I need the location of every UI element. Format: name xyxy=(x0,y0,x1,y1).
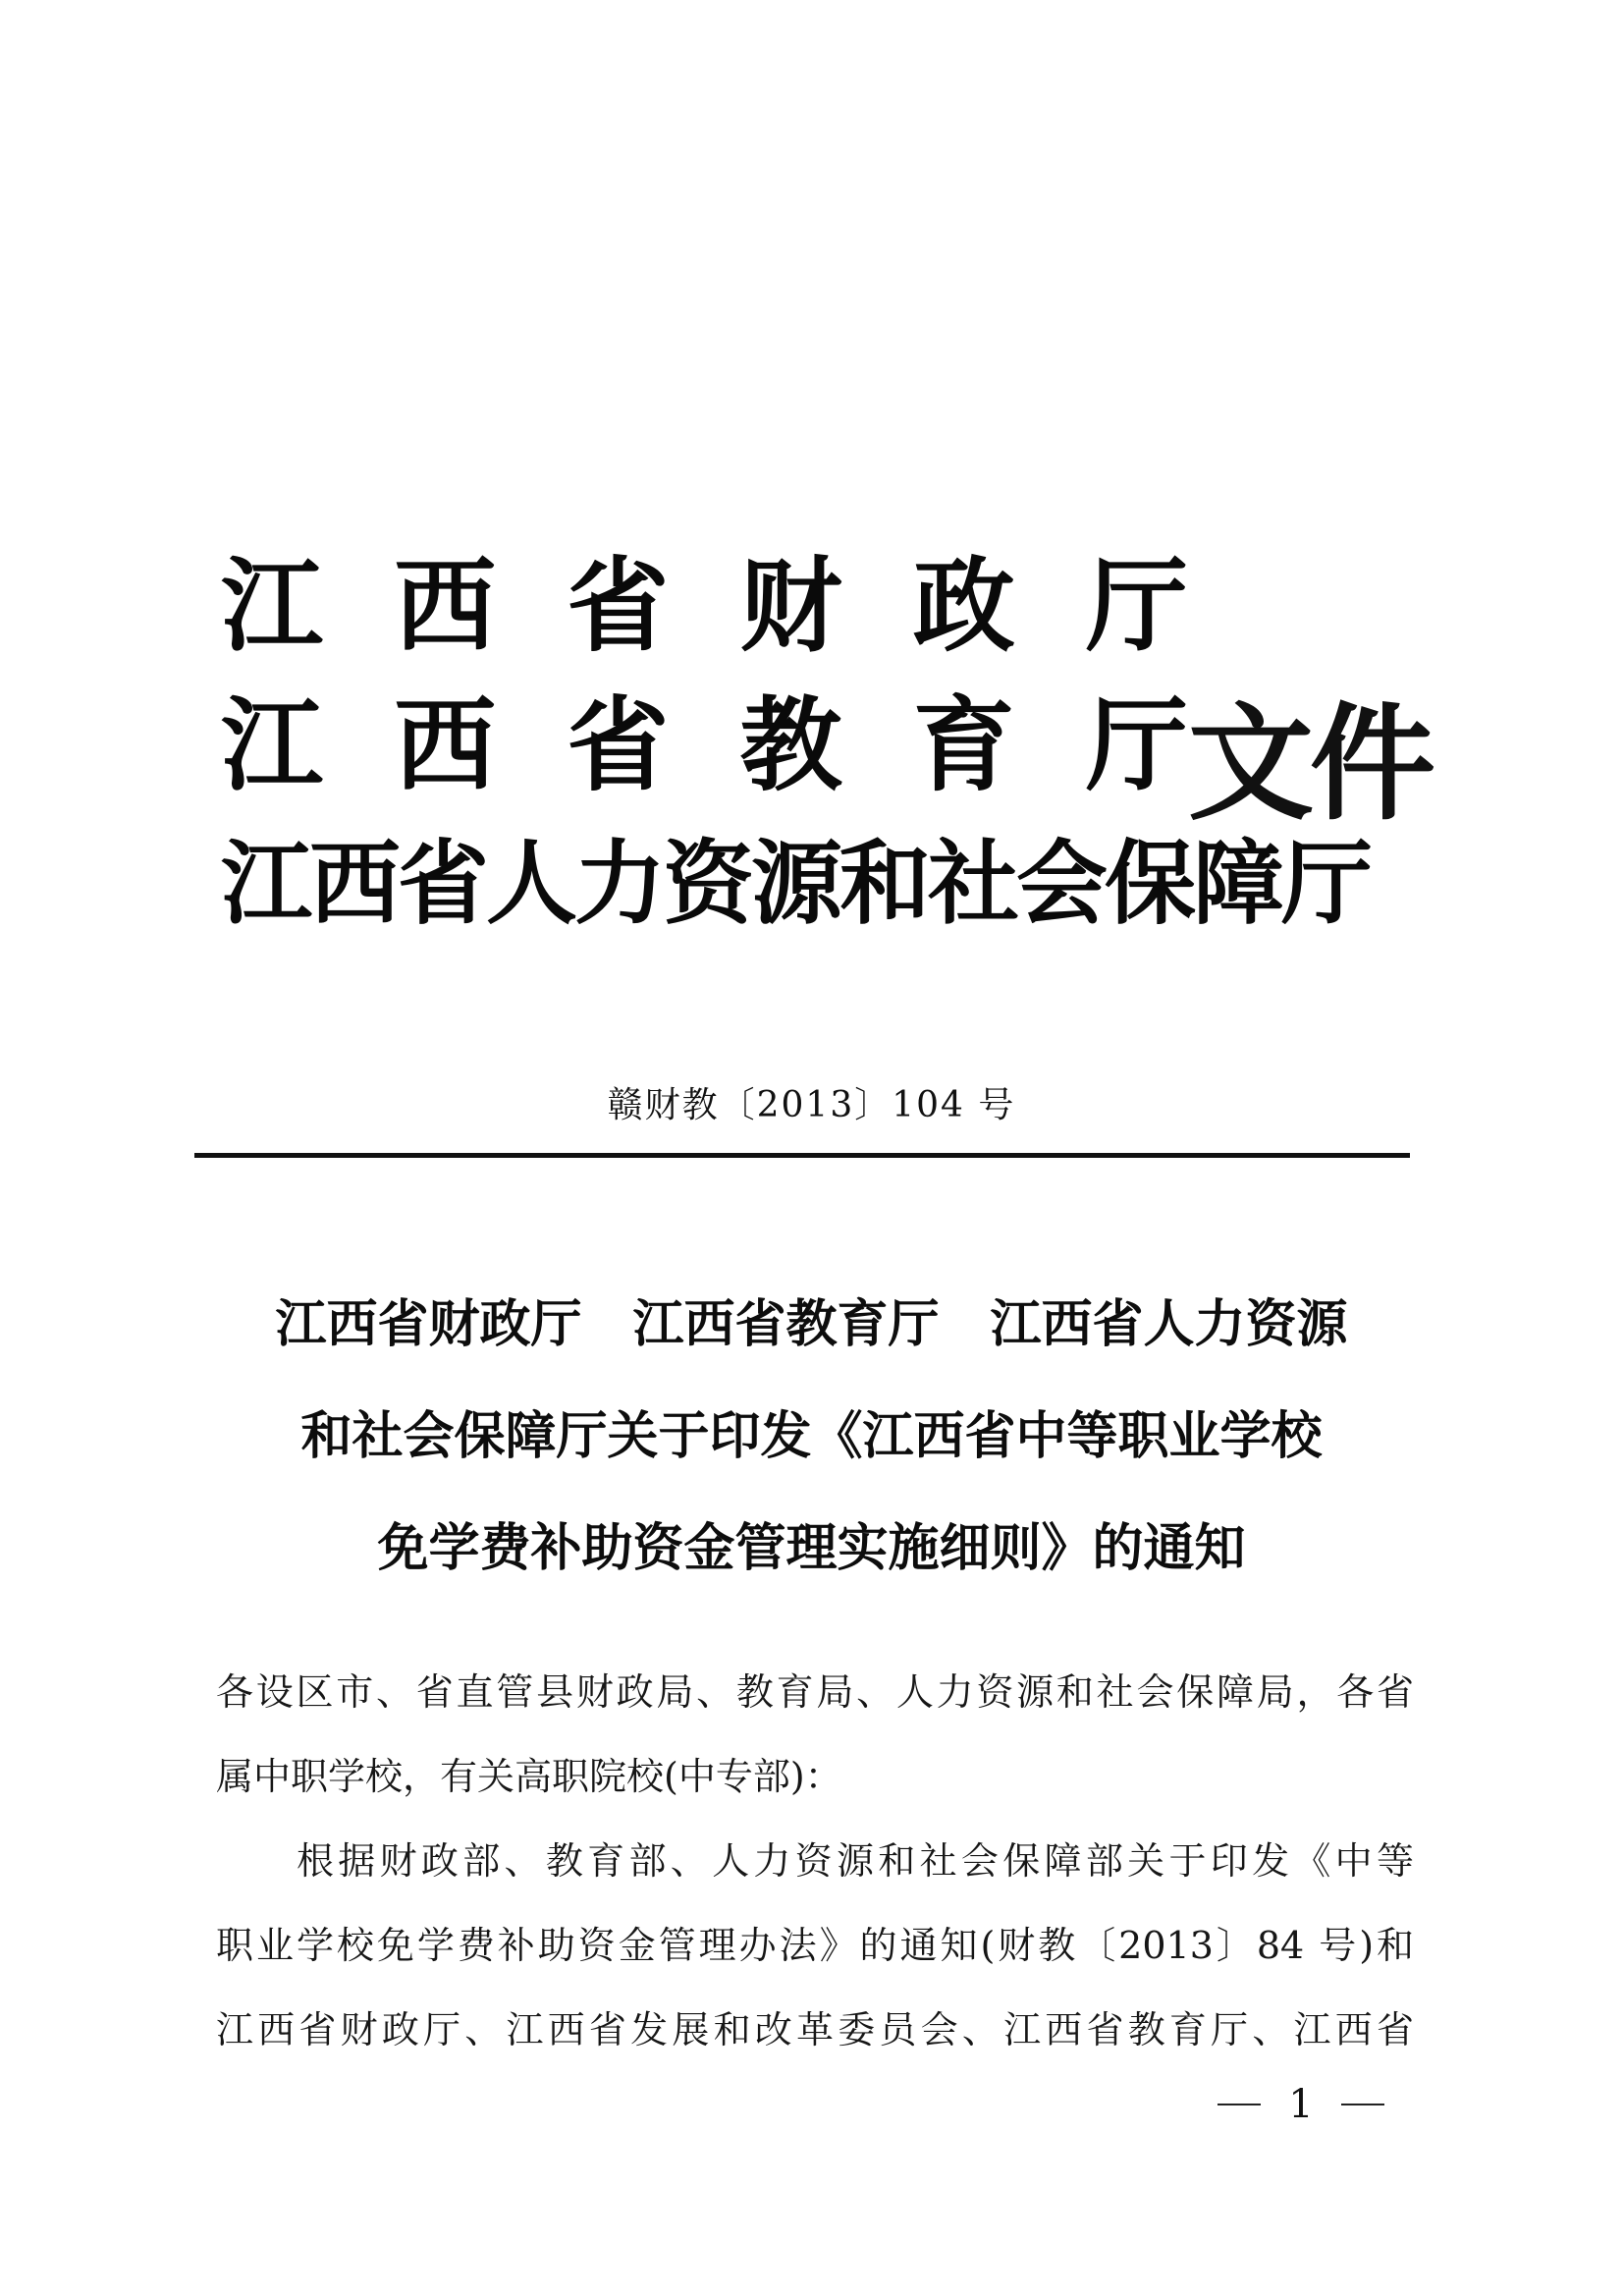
document-word: 文件 xyxy=(1188,691,1433,838)
paragraph-line: 根据财政部、教育部、人力资源和社会保障部关于印发《中等 xyxy=(297,1839,1414,1883)
title-line: 江西省财政厅 江西省教育厅 江西省人力资源 xyxy=(275,1295,1348,1354)
issuer-char: 厅 xyxy=(1085,546,1188,666)
addressee-line: 属中职学校，有关高职院校(中专部)： xyxy=(216,1755,842,1798)
notice-body xyxy=(216,1650,1414,2072)
issuer-line-education xyxy=(221,678,1188,805)
issuer-char: 教 xyxy=(739,685,842,805)
issuer-char: 政 xyxy=(912,546,1015,666)
page-number-value: 1 xyxy=(1288,2082,1314,2127)
page-number-dash xyxy=(1217,2104,1261,2105)
issuer-char: 厅 xyxy=(1085,685,1188,805)
issuer-line-finance xyxy=(221,538,1188,666)
notice-title xyxy=(196,1269,1427,1605)
issuer-char: 省 xyxy=(567,685,670,805)
paragraph-line: 江西省财政厅、江西省发展和改革委员会、江西省教育厅、江西省 xyxy=(216,2008,1414,2051)
page-number-dash xyxy=(1341,2104,1384,2105)
issuer-char: 江 xyxy=(221,685,324,805)
title-line: 和社会保障厅关于印发《江西省中等职业学校 xyxy=(300,1407,1323,1466)
issuer-line-hrss: 江西省人力资源和社会保障厅 xyxy=(221,831,1370,937)
title-line: 免学费补助资金管理实施细则》的通知 xyxy=(377,1519,1246,1578)
page-number xyxy=(1217,2082,1384,2127)
header-rule xyxy=(194,1153,1410,1158)
issuer-char: 省 xyxy=(567,546,670,666)
issuer-char: 西 xyxy=(394,685,497,805)
paragraph-line: 职业学校免学费补助资金管理办法》的通知(财教〔2013〕84 号)和 xyxy=(216,1924,1414,1967)
issuer-char: 江 xyxy=(221,546,324,666)
issuer-char: 西 xyxy=(394,546,497,666)
issuer-char: 育 xyxy=(912,685,1015,805)
addressee-line: 各设区市、省直管县财政局、教育局、人力资源和社会保障局，各省 xyxy=(216,1670,1414,1714)
document-number: 赣财教〔2013〕104 号 xyxy=(607,1085,1016,1125)
issuer-char: 财 xyxy=(739,546,842,666)
